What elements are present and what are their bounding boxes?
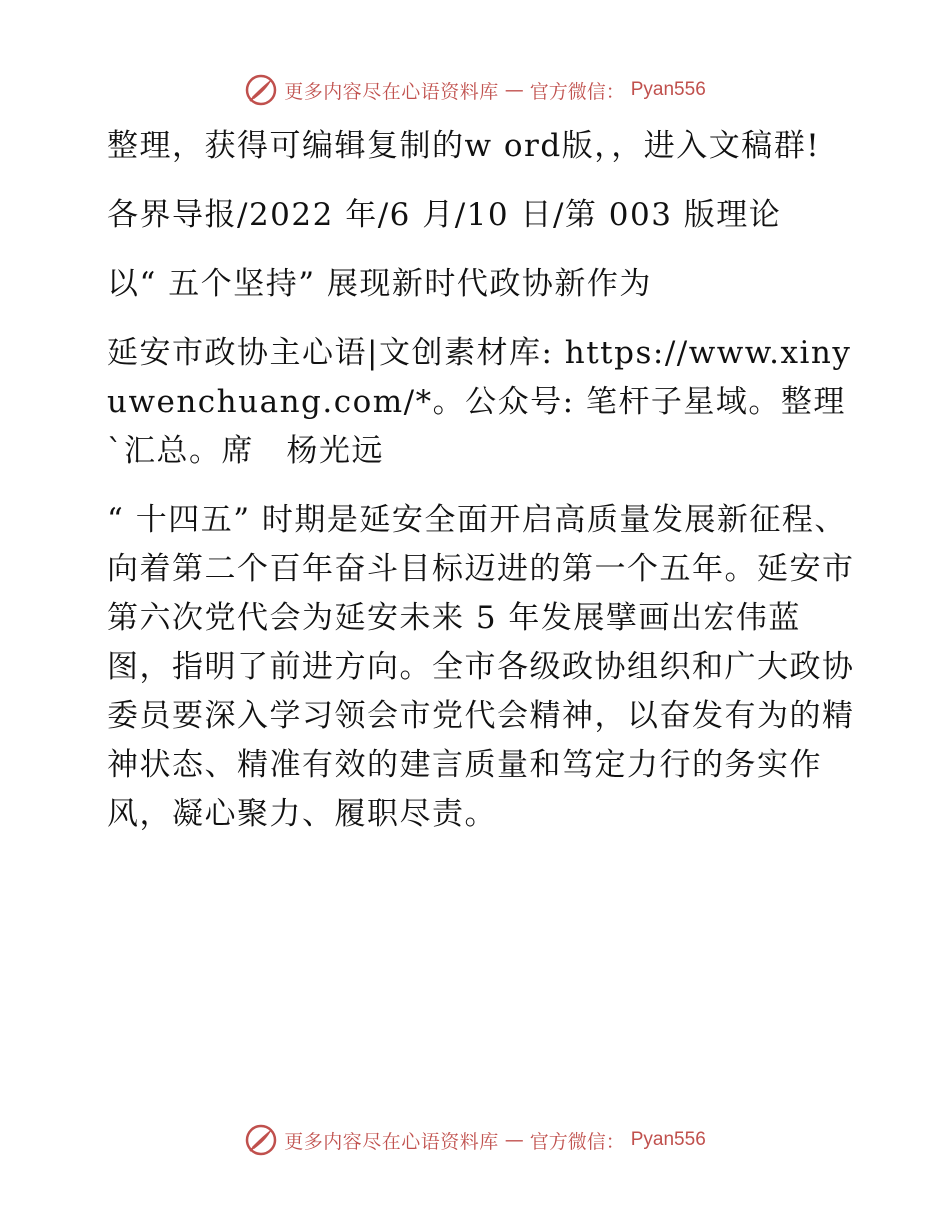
banner-text: 更多内容尽在心语资料库 [284, 1130, 499, 1153]
banner-text: 更多内容尽在心语资料库 [284, 80, 499, 103]
header-watermark-banner [0, 70, 950, 110]
paragraph-source: 各界导报/2022 年/6 月/10 日/第 003 版理论 [107, 197, 782, 233]
banner-separator: — [504, 79, 524, 101]
feather-pen-icon [244, 73, 278, 107]
footer-watermark-banner [0, 1120, 950, 1160]
paragraph-title: 以“ 五个坚持” 展现新时代政协新作为 [107, 266, 652, 302]
banner-wechat-id: Pyan556 [630, 1129, 706, 1150]
document-body [97, 122, 857, 839]
banner-wechat-label: 官方微信： [529, 80, 625, 103]
banner-wechat-id: Pyan556 [630, 79, 706, 100]
paragraph-body: “ 十四五” 时期是延安全面开启高质量发展新征程、向着第二个百年奋斗目标迈进的第一个五年。延安市第六次党代会为延安未来 5 年发展擘画出宏伟蓝图，指明了前进方向。全市各级政协组织和广大政协委员要深入学习领会市党代会精神，以奋发有为的精神状态、精准有效的建言质量和笃定力行的务实作风，凝心聚力、履职尽责。 [107, 502, 855, 832]
paragraph-author: 延安市政协主心语|文创素材库: https://www.xinyuwenchuang.com/*。公众号: 笔杆子星域。整理`汇总。席 杨光远 [107, 335, 852, 469]
banner-separator: — [504, 1129, 524, 1151]
banner-wechat-label: 官方微信： [529, 1130, 625, 1153]
paragraph-intro: 整理，获得可编辑复制的w ord版，，进入文稿群! [107, 128, 821, 164]
feather-pen-icon [244, 1123, 278, 1157]
